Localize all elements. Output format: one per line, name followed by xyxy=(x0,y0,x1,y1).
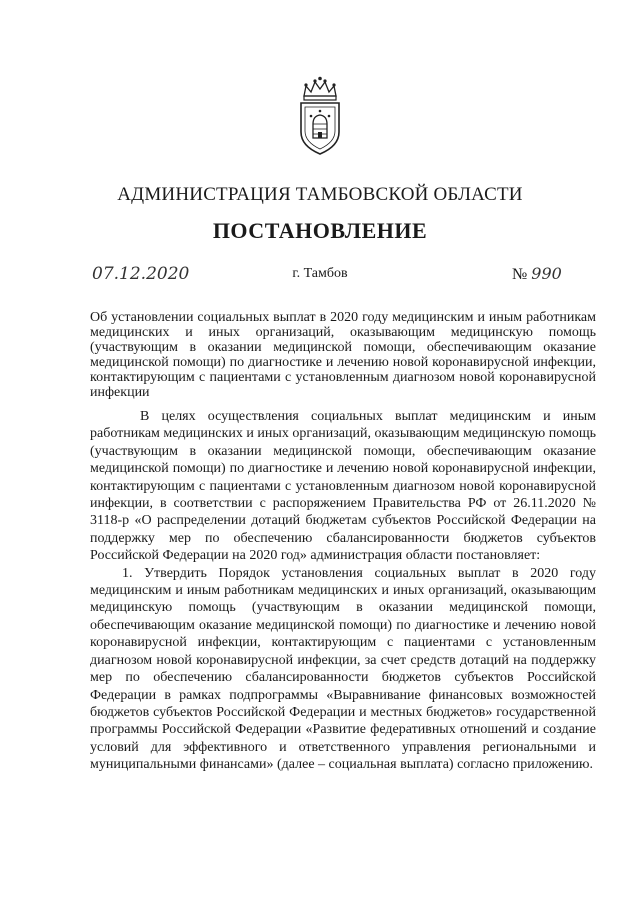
preamble-paragraph: В целях осуществления социальных выплат медицинским и иным работникам медицинских и иных организаций, оказывающим медицинскую помощь (участвующим в оказании медицинской помощи, обеспечивающим оказание медицинской помощи) по диагностике и лечению новой коронавирусной инфекции, контактирующим с пациентами с установленным диагнозом новой коронавирусной инфекции, в соответствии с распоряжением Правительства РФ от 26.11.2020 № 3118-р «О распределении дотаций бюджетам субъектов Российской Федерации на поддержку мер по обеспечению сбалансированности бюджетов субъектов Российской Федерации на 2020 год» администрация области постановляет: xyxy=(90,409,596,564)
document-title: Об установлении социальных выплат в 2020 году медицинским и иным работникам медицинских и иных организаций, оказывающим медицинскую помощь (участвующим в оказании медицинской помощи, обеспечивающим оказание медицинской помощи) по диагностике и лечению новой коронавирусной инфекции, контактирующим с пациентами с установленным диагнозом новой коронавирусной инфекции xyxy=(90,310,596,400)
document-number xyxy=(512,264,562,284)
document-body xyxy=(90,408,596,774)
authority-name: АДМИНИСТРАЦИЯ ТАМБОВСКОЙ ОБЛАСТИ xyxy=(117,184,523,205)
document-date: 07.12.2020 xyxy=(92,264,190,284)
coat-of-arms-emblem xyxy=(296,76,344,158)
item-1-paragraph: 1. Утвердить Порядок установления социальных выплат в 2020 году медицинским и иным работникам медицинских и иных организаций, оказывающим медицинскую помощь (участвующим в оказании медицинской помощи, обеспечивающим оказание медицинской помощи) по диагностике и лечению новой коронавирусной инфекции, контактирующим с пациентами с установленным диагнозом новой коронавирусной инфекции, за счет средств дотаций на поддержку мер по обеспечению сбалансированности бюджетов субъектов Российской Федерации в рамках подпрограммы «Выравнивание финансовых возможностей бюджетов субъектов Российской Федерации и местных бюджетов» государственной программы Российской Федерации «Развитие федеративных отношений и создание условий для эффективного и ответственного управления региональными и муниципальными финансами» (далее – социальная выплата) согласно приложению. xyxy=(90,565,596,773)
number-label: № xyxy=(512,266,528,283)
document-city: г. Тамбов xyxy=(292,266,348,281)
document-type: ПОСТАНОВЛЕНИЕ xyxy=(212,218,428,243)
number-value: 990 xyxy=(531,264,562,283)
